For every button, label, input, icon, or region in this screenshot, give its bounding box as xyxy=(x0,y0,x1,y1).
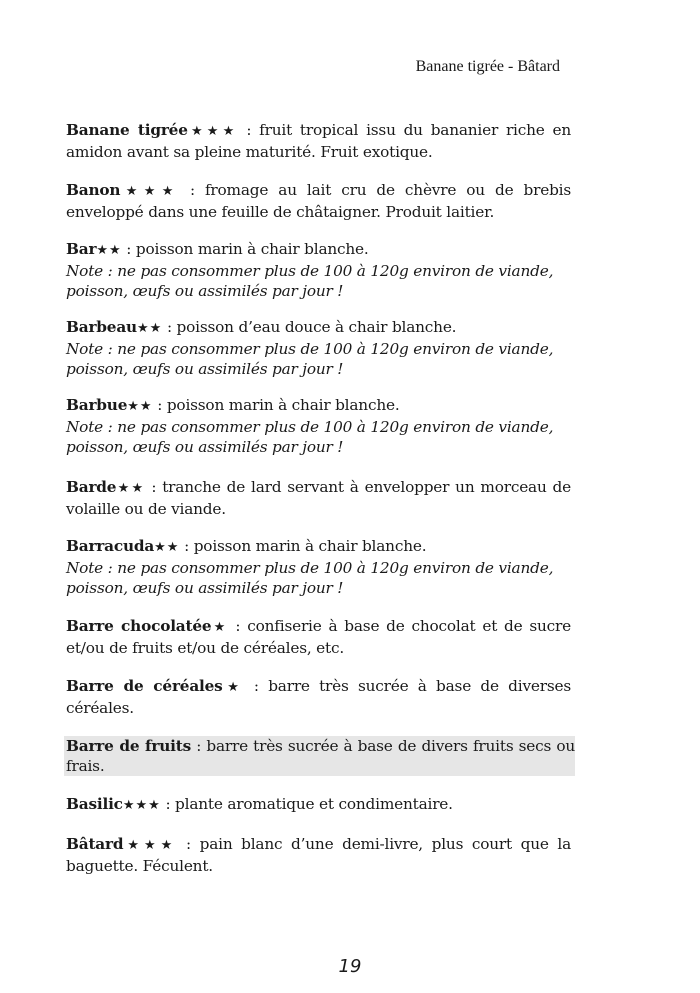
entry-definition: : fruit tropical issu du bananier riche en amidon avant sa pleine maturité. Fruit exotique. xyxy=(66,121,571,161)
entry-definition: : poisson marin à chair blanche. xyxy=(121,240,369,258)
glossary-entry xyxy=(66,477,571,519)
entry-definition: : poisson d’eau douce à chair blanche. xyxy=(162,318,457,336)
entry-term: Barbue xyxy=(66,396,128,414)
glossary-entry xyxy=(66,676,571,718)
star-rating-icon: ★★★ xyxy=(123,838,178,853)
entry-definition: : poisson marin à chair blanche. xyxy=(179,537,427,555)
glossary-entry xyxy=(66,120,571,162)
entry-definition: : barre très sucrée à base de diverses céréales. xyxy=(66,677,572,717)
entry-note: Note : ne pas consommer plus de 100 à 120g environ de viande, poisson, œufs ou assimilés par jour ! xyxy=(66,559,554,597)
entry-definition: : confiserie à base de chocolat et de sucre et/ou de fruits et/ou de céréales, etc. xyxy=(66,617,571,657)
entry-term: Banon xyxy=(66,181,121,199)
entry-term: Bar xyxy=(66,240,97,258)
entry-term: Barre de céréales xyxy=(66,677,223,695)
star-rating-icon: ★★★ xyxy=(122,798,161,813)
glossary-entry xyxy=(66,239,571,301)
glossary-entry xyxy=(66,616,571,658)
glossary-entry xyxy=(66,794,571,816)
glossary-entry xyxy=(66,834,571,876)
star-rating-icon: ★ xyxy=(211,620,229,635)
entry-term: Basilic xyxy=(66,795,123,813)
entry-definition: : barre très sucrée à base de divers fruits secs ou frais. xyxy=(66,737,576,775)
running-header: Banane tigrée - Bâtard xyxy=(415,58,560,75)
entry-term: Barbeau xyxy=(66,318,137,336)
entry-definition: : poisson marin à chair blanche. xyxy=(152,396,400,414)
glossary-entry xyxy=(64,736,575,776)
entry-term: Barre chocolatée xyxy=(66,617,212,635)
entry-definition: : tranche de lard servant à envelopper un morceau de volaille ou de viande. xyxy=(66,478,571,518)
star-rating-icon: ★★ xyxy=(154,540,180,555)
entry-definition: : pain blanc d’une demi-livre, plus court que la baguette. Féculent. xyxy=(66,835,571,875)
entry-term: Barracuda xyxy=(66,537,155,555)
glossary-entry xyxy=(66,536,571,598)
star-rating-icon: ★★★ xyxy=(187,124,239,139)
entry-term: Barde xyxy=(66,478,117,496)
star-rating-icon: ★★ xyxy=(127,399,153,414)
entry-term: Bâtard xyxy=(66,835,124,853)
glossary-entry xyxy=(66,317,571,379)
page-number: 19 xyxy=(338,956,362,977)
star-rating-icon: ★★★ xyxy=(120,184,180,199)
star-rating-icon: ★★ xyxy=(116,481,146,496)
entry-note: Note : ne pas consommer plus de 100 à 120g environ de viande, poisson, œufs ou assimilés par jour ! xyxy=(66,262,554,300)
glossary-entry xyxy=(66,395,571,457)
star-rating-icon: ★ xyxy=(222,680,245,695)
glossary-entry xyxy=(66,180,571,222)
entry-term: Banane tigrée xyxy=(66,121,188,139)
entry-definition: : plante aromatique et condimentaire. xyxy=(160,795,453,813)
entry-term: Barre de fruits xyxy=(66,737,192,755)
entry-definition: : fromage au lait cru de chèvre ou de brebis enveloppé dans une feuille de châtaigner. Produit laitier. xyxy=(66,181,572,221)
entry-note: Note : ne pas consommer plus de 100 à 120g environ de viande, poisson, œufs ou assimilés par jour ! xyxy=(66,418,554,456)
entry-note: Note : ne pas consommer plus de 100 à 120g environ de viande, poisson, œufs ou assimilés par jour ! xyxy=(66,340,554,378)
star-rating-icon: ★★ xyxy=(136,321,163,336)
star-rating-icon: ★★ xyxy=(96,243,122,258)
